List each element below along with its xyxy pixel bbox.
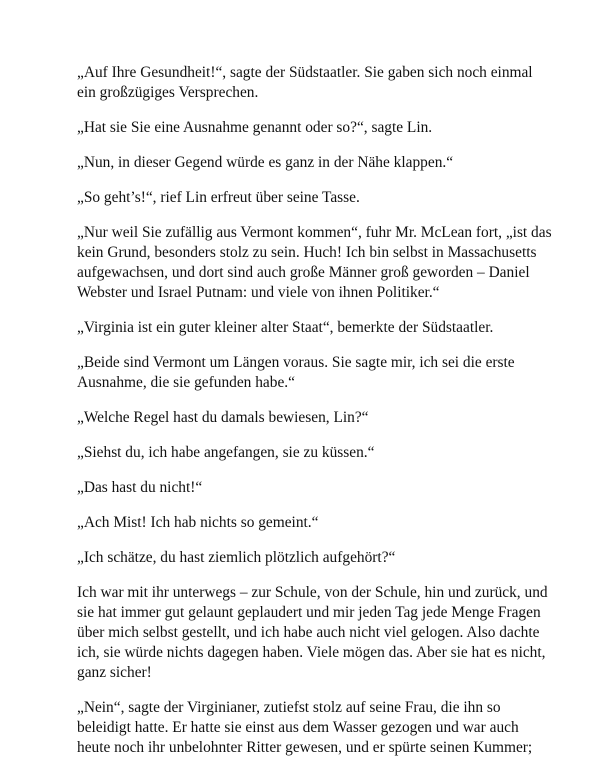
document-page bbox=[77, 63, 552, 773]
paragraph-10: „Das hast du nicht!“ bbox=[77, 479, 203, 496]
paragraph-13: Ich war mit ihr unterwegs – zur Schule, von der Schule, hin und zurück, und sie hat immer gut gelaunt geplaudert und mir jeden Tag jede Menge Fragen über mich selbst gestellt, und ich habe auch nicht viel gelogen. Also dachte ich, sie würde nichts dagegen haben. Viele mögen das. Aber sie hat es nicht, ganz sicher! bbox=[77, 584, 548, 681]
paragraph-4: „So geht’s!“, rief Lin erfreut über seine Tasse. bbox=[77, 189, 360, 206]
paragraph-14: „Nein“, sagte der Virginianer, zutiefst stolz auf seine Frau, die ihn so beleidigt hatte. Er hatte sie einst aus dem Wasser gezogen und war auch heute noch ihr unbelohnter Ritter gewesen, und er spürte seinen Kummer; bbox=[77, 699, 533, 756]
paragraph-6: „Virginia ist ein guter kleiner alter Staat“, bemerkte der Südstaatler. bbox=[77, 319, 494, 336]
paragraph-11: „Ach Mist! Ich hab nichts so gemeint.“ bbox=[77, 514, 319, 531]
paragraph-3: „Nun, in dieser Gegend würde es ganz in der Nähe klappen.“ bbox=[77, 154, 454, 171]
paragraph-12: „Ich schätze, du hast ziemlich plötzlich aufgehört?“ bbox=[77, 549, 396, 566]
paragraph-1: „Auf Ihre Gesundheit!“, sagte der Südstaatler. Sie gaben sich noch einmal ein großzügiges Versprechen. bbox=[77, 64, 533, 101]
paragraph-2: „Hat sie Sie eine Ausnahme genannt oder so?“, sagte Lin. bbox=[77, 119, 433, 136]
paragraph-9: „Siehst du, ich habe angefangen, sie zu küssen.“ bbox=[77, 444, 375, 461]
paragraph-8: „Welche Regel hast du damals bewiesen, Lin?“ bbox=[77, 409, 369, 426]
paragraph-7: „Beide sind Vermont um Längen voraus. Sie sagte mir, ich sei die erste Ausnahme, die sie gefunden habe.“ bbox=[77, 354, 515, 391]
paragraph-5: „Nur weil Sie zufällig aus Vermont kommen“, fuhr Mr. McLean fort, „ist das kein Grund, besonders stolz zu sein. Huch! Ich bin selbst in Massachusetts aufgewachsen, und dort sind auch große Männer groß geworden – Daniel Webster und Israel Putnam: und viele von ihnen Politiker.“ bbox=[77, 224, 552, 301]
